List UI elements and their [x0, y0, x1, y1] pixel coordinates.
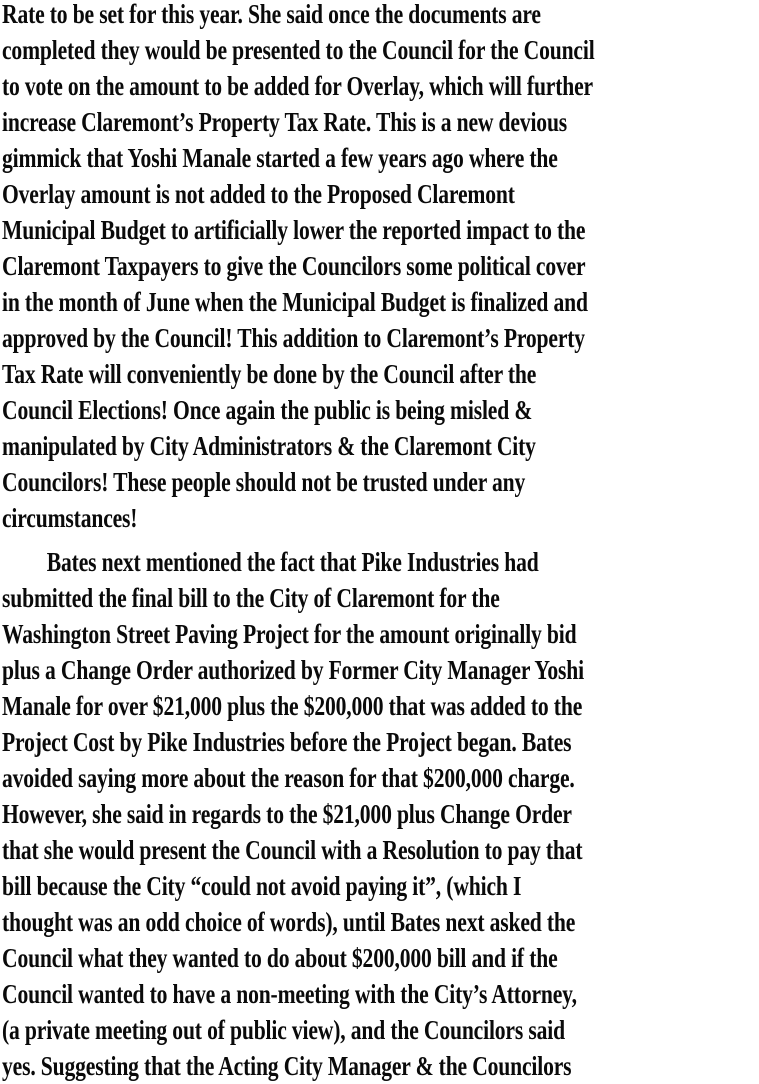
text-line: circumstances! [2, 503, 138, 533]
text-line: that she would present the Council with a Resolution to pay that [2, 835, 583, 865]
text-line: approved by the Council! This addition to Claremont’s Property [2, 323, 585, 353]
text-line: Washington Street Paving Project for the amount originally bid [2, 619, 577, 649]
text-line: Councilors! These people should not be trusted under any [2, 467, 526, 497]
text-line: Rate to be set for this year. She said once the documents are [2, 0, 541, 29]
text-line: to vote on the amount to be added for Overlay, which will further [2, 71, 593, 101]
text-line: bill because the City “could not avoid paying it”, (which I [2, 871, 522, 901]
text-line: Manale for over $21,000 plus the $200,000 that was added to the [2, 691, 583, 721]
text-line: Council what they wanted to do about $200,000 bill and if the [2, 943, 558, 973]
text-line: Overlay amount is not added to the Proposed Claremont [2, 179, 515, 209]
text-line: gimmick that Yoshi Manale started a few years ago where the [2, 143, 558, 173]
text-line: Claremont Taxpayers to give the Councilors some political cover [2, 251, 586, 281]
text-line: Bates next mentioned the fact that Pike Industries had [46, 547, 539, 577]
text-line: thought was an odd choice of words), until Bates next asked the [2, 907, 576, 937]
paragraph-pike-industries [2, 544, 729, 1084]
text-line: increase Claremont’s Property Tax Rate. This is a new devious [2, 107, 568, 137]
text-line: Tax Rate will conveniently be done by the Council after the [2, 359, 537, 389]
text-line: completed they would be presented to the Council for the Council [2, 35, 595, 65]
text-line: avoided saying more about the reason for that $200,000 charge. [2, 763, 575, 793]
text-line: (a private meeting out of public view), and the Councilors said [2, 1015, 565, 1045]
text-line: Municipal Budget to artificially lower the reported impact to the [2, 215, 586, 245]
text-line: manipulated by City Administrators & the Claremont City [2, 431, 536, 461]
text-line: However, she said in regards to the $21,000 plus Change Order [2, 799, 572, 829]
text-line: in the month of June when the Municipal Budget is finalized and [2, 287, 588, 317]
text-line: Council wanted to have a non-meeting with the City’s Attorney, [2, 979, 577, 1009]
text-line: plus a Change Order authorized by Former City Manager Yoshi [2, 655, 584, 685]
text-line: yes. Suggesting that the Acting City Manager & the Councilors [2, 1051, 572, 1081]
paragraph-overlay [2, 0, 743, 536]
text-line: Project Cost by Pike Industries before the Project began. Bates [2, 727, 572, 757]
text-line: Council Elections! Once again the public is being misled & [2, 395, 533, 425]
text-line: submitted the final bill to the City of Claremont for the [2, 583, 500, 613]
